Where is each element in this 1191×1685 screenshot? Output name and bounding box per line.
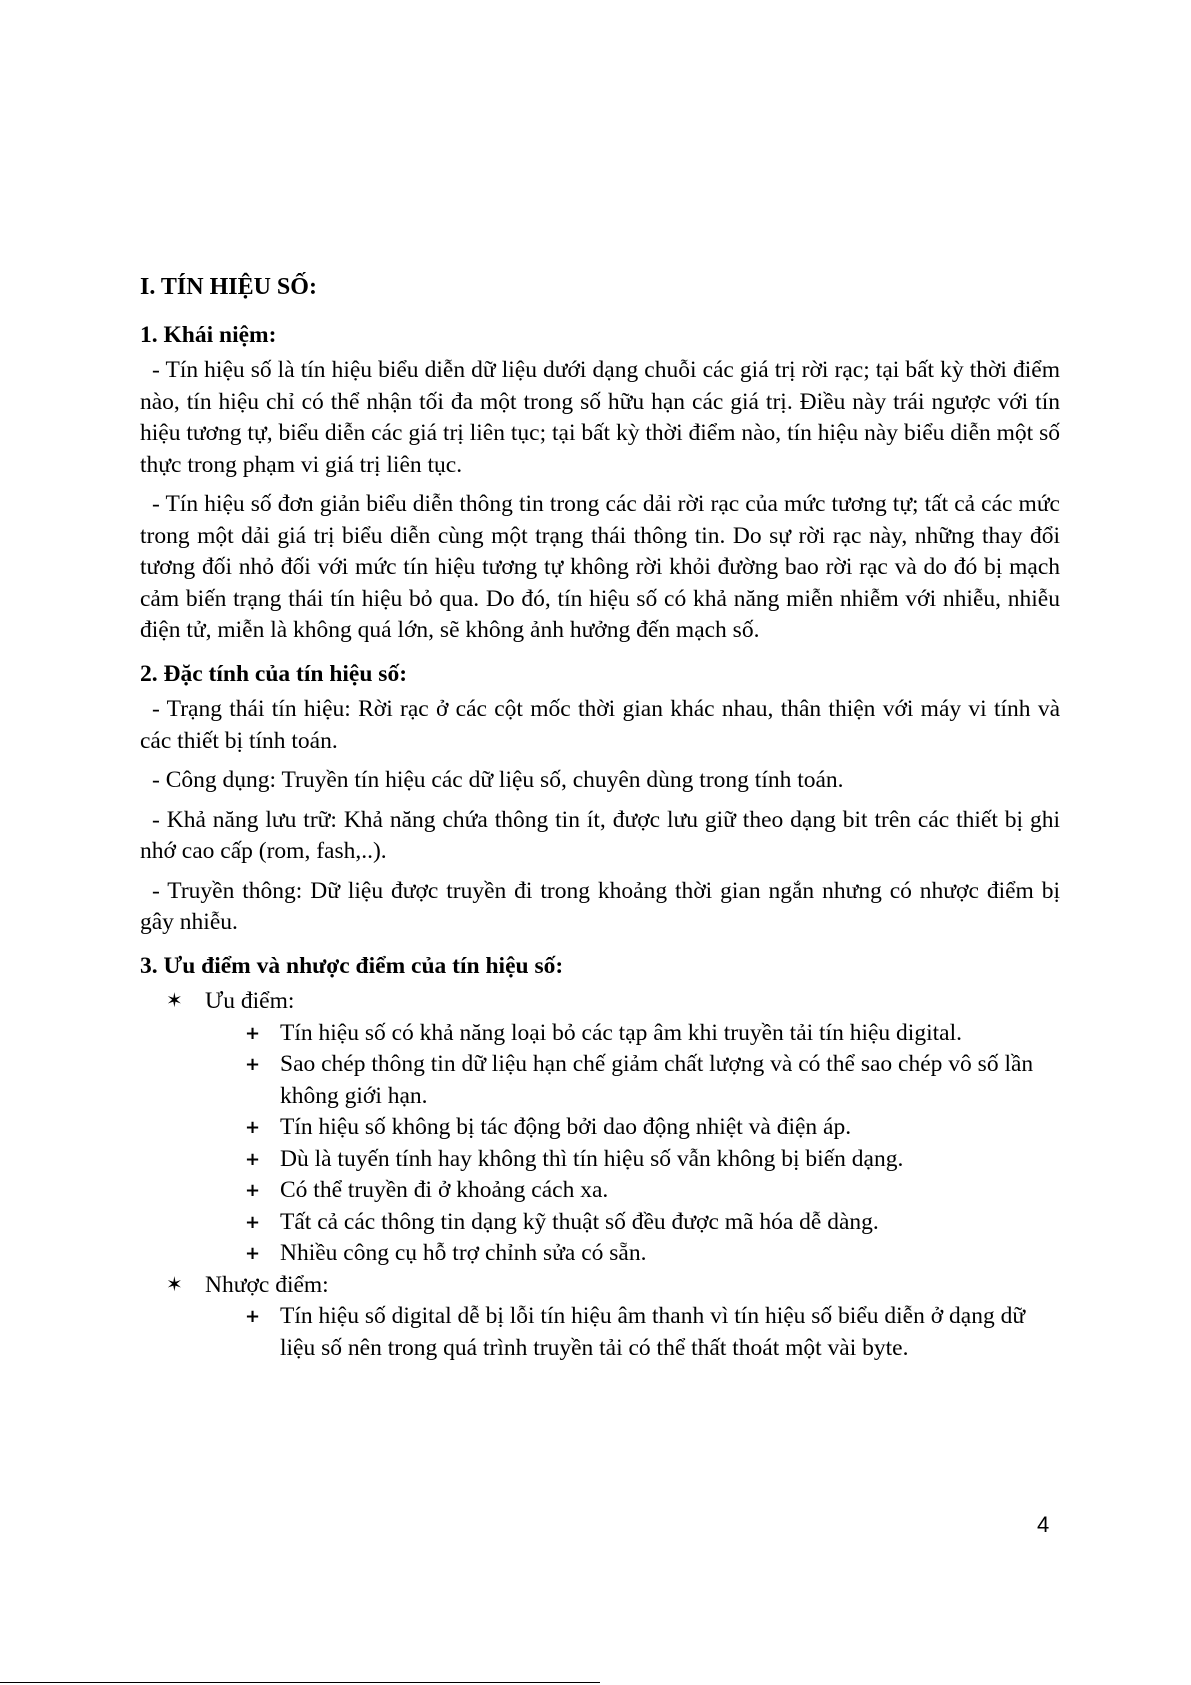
plus-bullet-icon: +: [245, 1022, 261, 1044]
cons-label: ✶ Nhược điểm:: [140, 1270, 1060, 1302]
footer-divider: [0, 1682, 600, 1683]
list-item: + Tín hiệu số không bị tác động bởi dao động nhiệt và điện áp.: [140, 1112, 1060, 1144]
list-item: + Tín hiệu số digital dễ bị lỗi tín hiệu âm thanh vì tín hiệu số biểu diễn ở dạng dữ liệu số nên trong quá trình truyền tải có thể thất thoát một vài byte.: [245, 1303, 1026, 1361]
list-item: + Tất cả các thông tin dạng kỹ thuật số đều được mã hóa dễ dàng.: [140, 1207, 1060, 1239]
list-item: + Có thể truyền đi ở khoảng cách xa.: [140, 1175, 1060, 1207]
subsection-heading: 1. Khái niệm:: [140, 321, 277, 348]
star-bullet-icon: ✶: [166, 990, 183, 1012]
paragraph: - Trạng thái tín hiệu: Rời rạc ở các cột mốc thời gian khác nhau, thân thiện với máy vi tính và các thiết bị tính toán.: [140, 696, 1060, 754]
subsection-heading: 2. Đặc tính của tín hiệu số:: [140, 660, 408, 687]
list-item: + Dù là tuyến tính hay không thì tín hiệu số vẫn không bị biến dạng.: [140, 1144, 1060, 1176]
paragraph: - Tín hiệu số đơn giản biểu diễn thông tin trong các dải rời rạc của mức tương tự; tất cả các mức trong một dải giá trị biểu diễn cùng một trạng thái thông tin. Do sự rời rạc này, những thay đổi tương đối nhỏ đối với mức tín hiệu tương tự không rời khỏi đường bao rời rạc và do đó bị mạch cảm biến trạng thái tín hiệu bỏ qua. Do đó, tín hiệu số có khả năng miễn nhiễm với nhiễu, nhiễu điện tử, miễn là không quá lớn, sẽ không ảnh hưởng đến mạch số.: [140, 491, 1060, 643]
plus-bullet-icon: +: [245, 1180, 261, 1201]
list-item: + Nhiều công cụ hỗ trợ chỉnh sửa có sẵn.: [140, 1238, 1060, 1270]
plus-bullet-icon: +: [245, 1243, 261, 1264]
subsection-heading: 3. Ưu điểm và nhược điểm của tín hiệu số:: [140, 952, 564, 979]
plus-bullet-icon: +: [245, 1306, 261, 1327]
section-concept: [140, 320, 1060, 647]
plus-bullet-icon: +: [245, 1117, 261, 1138]
list-item: + Sao chép thông tin dữ liệu hạn chế giảm chất lượng và có thể sao chép vô số lần không giới hạn.: [245, 1051, 1034, 1109]
plus-bullet-icon: +: [245, 1211, 261, 1233]
paragraph: - Truyền thông: Dữ liệu được truyền đi trong khoảng thời gian ngắn nhưng có nhược điểm bị gây nhiễu.: [140, 877, 1060, 935]
star-bullet-icon: ✶: [166, 1273, 183, 1296]
pros-label: ✶ Ưu điểm:: [140, 986, 1060, 1018]
section-characteristics: [140, 659, 1060, 939]
list-item: + Tín hiệu số có khả năng loại bỏ các tạp âm khi truyền tải tín hiệu digital.: [140, 1018, 1060, 1050]
page-content: [140, 272, 1060, 1376]
section-title: I. TÍN HIỆU SỐ:: [140, 274, 317, 300]
page-number: 4: [1037, 1512, 1050, 1537]
paragraph: - Tín hiệu số là tín hiệu biểu diễn dữ liệu dưới dạng chuỗi các giá trị rời rạc; tại bất kỳ thời điểm nào, tín hiệu chỉ có thể nhận tối đa một trong số hữu hạn các giá trị. Điều này trái ngược với tín hiệu tương tự, biểu diễn các giá trị liên tục; tại bất kỳ thời điểm nào, tín hiệu này biểu diễn một số thực trong phạm vi giá trị liên tục.: [140, 357, 1060, 478]
section-pros-cons: [140, 951, 1060, 1365]
plus-bullet-icon: +: [245, 1054, 261, 1075]
paragraph: - Khả năng lưu trữ: Khả năng chứa thông tin ít, được lưu giữ theo dạng bit trên các thiết bị ghi nhớ cao cấp (rom, fash,..).: [140, 806, 1060, 864]
paragraph: - Công dụng: Truyền tín hiệu các dữ liệu số, chuyên dùng trong tính toán.: [152, 767, 844, 793]
plus-bullet-icon: +: [245, 1148, 261, 1170]
